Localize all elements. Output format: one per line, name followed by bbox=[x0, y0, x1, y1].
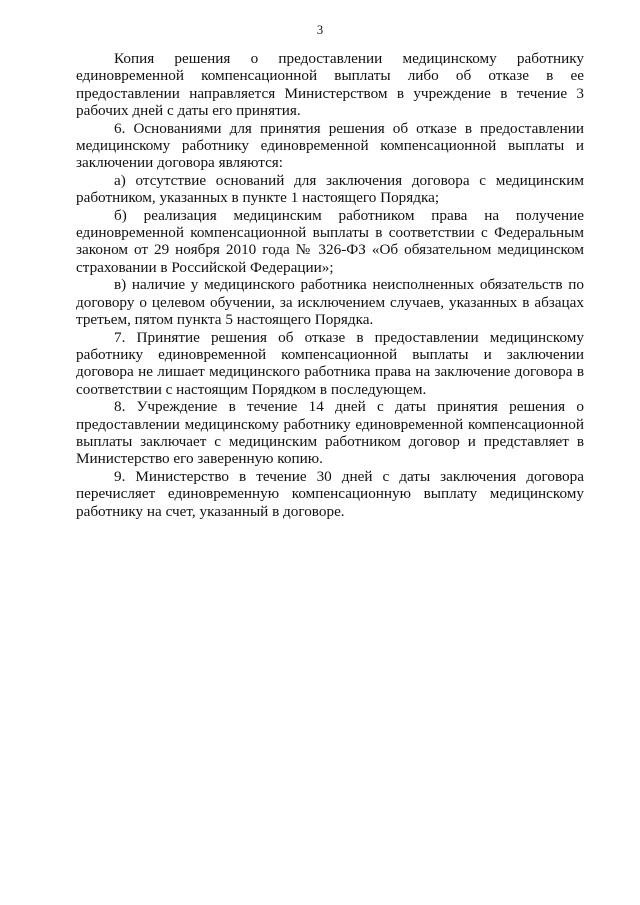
page-number: 3 bbox=[316, 23, 324, 37]
paragraph-copy-of-decision: Копия решения о предоставлении медицинскому работнику единовременной компенсационной выплаты либо об отказе в ее предоставлении направляется Министерством в учреждение в течение 3 рабочих дней с даты его принятия. bbox=[76, 50, 584, 120]
document-body bbox=[76, 50, 584, 520]
paragraph-6b: б) реализация медицинским работником права на получение единовременной компенсационной выплаты в соответствии с Федеральным законом от 29 ноября 2010 года № 326-ФЗ «Об обязательном медицинском страховании в Российской Федерации»; bbox=[76, 206, 584, 276]
paragraph-7: 7. Принятие решения об отказе в предоставлении медицинскому работнику единовременной компенсационной выплаты и заключении договора не лишает медицинского работника права на заключение договора в соответствии с настоящим Порядком в последующем. bbox=[76, 328, 584, 398]
paragraph-6-grounds-for-refusal: 6. Основаниями для принятия решения об отказе в предоставлении медицинскому работнику единовременной компенсационной выплаты и заключении договора являются: bbox=[76, 119, 584, 172]
paragraph-6v: в) наличие у медицинского работника неисполненных обязательств по договору о целевом обучении, за исключением случаев, указанных в абзацах третьем, пятом пункта 5 настоящего Порядка. bbox=[76, 276, 584, 329]
paragraph-9: 9. Министерство в течение 30 дней с даты заключения договора перечисляет единовременную компенсационную выплату медицинскому работнику на счет, указанный в договоре. bbox=[76, 467, 584, 520]
paragraph-6a: а) отсутствие оснований для заключения договора с медицинским работником, указанных в пункте 1 настоящего Порядка; bbox=[76, 171, 584, 207]
paragraph-8: 8. Учреждение в течение 14 дней с даты принятия решения о предоставлении медицинскому работнику единовременной компенсационной выплаты заключает с медицинским работником договор и представляет в Министерство его заверенную копию. bbox=[76, 398, 584, 468]
